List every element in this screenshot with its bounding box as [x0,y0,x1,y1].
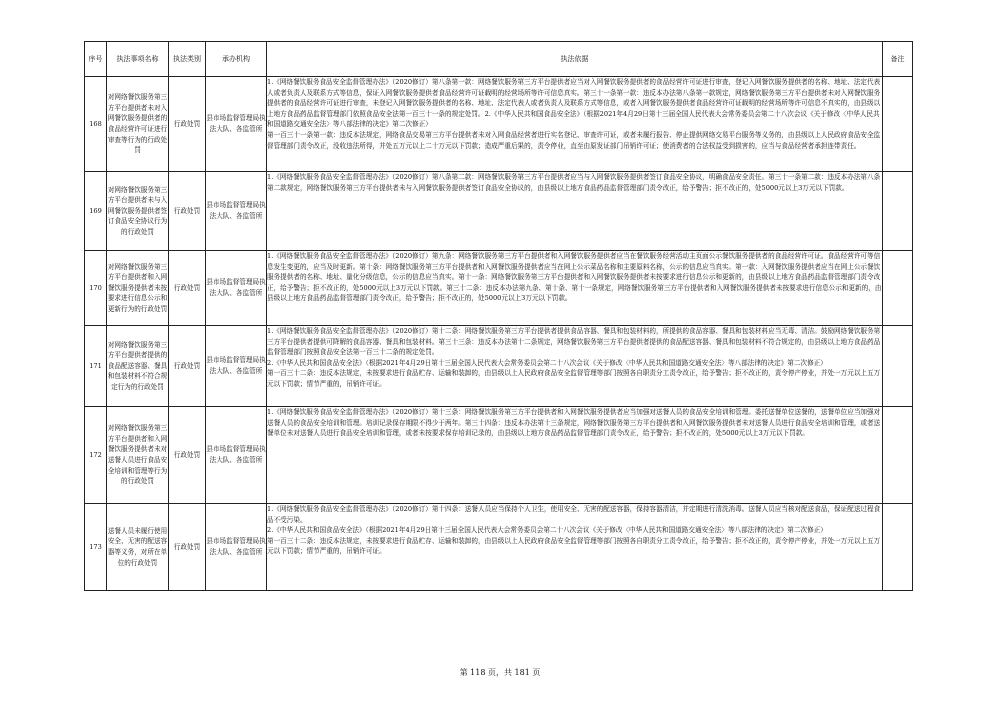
row-basis [267,504,883,591]
row-no: 173 [85,504,107,591]
table-row [85,251,913,326]
table-row [85,326,913,407]
basis-paragraph: 第一百三十二条：违反本法规定，未按要求进行食品贮存、运输和装卸的，由县级以上人民政府食品安全监督管理等部门按照各自职责分工责令改正，给予警告；拒不改正的，责令停产停业，并处一万元以上五万元以下罚款；情节严重的，吊销许可证。 [267,369,881,388]
header-category: 执法类别 [169,42,206,77]
row-agency: 县市场监督管理局执法大队、各监管所 [206,504,267,591]
header-name: 执法事项名称 [107,42,169,77]
row-no: 169 [85,172,107,251]
basis-paragraph: 1.《网络餐饮服务食品安全监督管理办法》（2020修订）第八条第二款：网络餐饮服务第三方平台提供者应当与入网餐饮服务提供者签订食品安全协议，明确食品安全责任。第三十一条第二款：违反本办法第八条第二款规定，网络餐饮服务第三方平台提供者未与入网餐饮服务提供者签订食品安全协议的，由县级以上地方食品药品监督管理部门责令改正，给予警告；拒不改正的，处5000元以上3万元以下罚款。 [267,173,881,192]
basis-paragraph: 第一百三十二条：违反本法规定，未按要求进行食品贮存、运输和装卸的，由县级以上人民政府食品安全监督管理等部门按照各自职责分工责令改正，给予警告；拒不改正的，责令停产停业，并处一万元以上五万元以下罚款；情节严重的，吊销许可证。 [267,536,881,556]
row-remarks [883,504,913,591]
basis-paragraph: 第一百三十一条第一款：违反本法规定，网络食品交易第三方平台提供者未对入网食品经营者进行实名登记、审查许可证，或者未履行报告、停止提供网络交易平台服务等义务的，由县级以上人民政府食品安全监督管理部门责令改正，没收违法所得，并处五万元以上二十万元以下罚款；造成严重后果的，责令停业，直至由原发证部门吊销许可证；使消费者的合法权益受到损害的，应当与食品经营者承担连带责任。 [267,130,881,150]
row-agency: 县市场监督管理局执法大队、各监管所 [206,326,267,407]
row-item-name: 对网络餐饮服务第三方平台提供者和入网餐饮服务提供者未按要求进行信息公示和更新行为的行政处罚 [107,251,169,326]
row-no: 172 [85,407,107,504]
row-basis [267,77,883,172]
table-header-row [85,42,913,77]
row-no: 170 [85,251,107,326]
basis-paragraph: 2.《中华人民共和国食品安全法》（根据2021年4月29日第十三届全国人民代表大会常务委员会第二十八次会议《关于修改〈中华人民共和国道路交通安全法〉等八部法律的决定》第二次修正） [267,526,827,535]
table-row [85,172,913,251]
header-agency: 承办机构 [206,42,267,77]
table-row [85,407,913,504]
row-item-name: 对网络餐饮服务第三方平台提供者未与入网餐饮服务提供者签订食品安全协议行为的行政处罚 [107,172,169,251]
basis-paragraph: 2.《中华人民共和国食品安全法》（根据2021年4月29日第十三届全国人民代表大会常务委员会第二十八次会议《关于修改〈中华人民共和国道路交通安全法〉等八部法律的决定》第二次修正） [267,358,827,367]
row-item-name: 送餐人员未履行使用安全、无害的配送容器等义务，对所在单位的行政处罚 [107,504,169,591]
row-remarks [883,172,913,251]
row-item-name: 对网络餐饮服务第三方平台提供者未对入网餐饮服务提供者的食品经营许可证进行审查等行为的行政处罚 [107,77,169,172]
row-category: 行政处罚 [169,251,206,326]
row-agency: 县市场监督管理局执法大队、各监管所 [206,172,267,251]
row-item-name: 对网络餐饮服务第三方平台提供者提供的食品配送容器、餐具和包装材料不符合规定行为的行政处罚 [107,326,169,407]
enforcement-table [84,41,913,591]
header-remarks: 备注 [883,42,913,77]
row-category: 行政处罚 [169,172,206,251]
row-category: 行政处罚 [169,407,206,504]
row-agency: 县市场监督管理局执法大队、各监管所 [206,77,267,172]
basis-paragraph: 1.《网络餐饮服务食品安全监督管理办法》（2020修订）第十四条：送餐人员应当保持个人卫生，使用安全、无害的配送容器，保持容器清洁，并定期进行清洗消毒。送餐人员应当核对配送食品，保证配送过程食品不受污染。 [267,505,881,524]
row-basis [267,251,883,326]
basis-paragraph: 1.《网络餐饮服务食品安全监督管理办法》（2020修订）第十二条：网络餐饮服务第三方平台提供者提供食品容器、餐具和包装材料的，所提供的食品容器、餐具和包装材料应当无毒、清洁。鼓励网络餐饮服务第三方平台提供者提供可降解的食品容器、餐具和包装材料。第三十三条：违反本办法第十二条规定，网络餐饮服务第三方平台提供者提供的食品配送容器、餐具和包装材料不符合规定的，由县级以上地方食品药品监督管理部门按照食品安全法第一百三十二条的规定处罚。 [267,327,881,357]
basis-paragraph: 1.《网络餐饮服务食品安全监督管理办法》（2020修订）第九条：网络餐饮服务第三方平台提供者和入网餐饮服务提供者应当在餐饮服务经营活动主页面公示餐饮服务提供者的食品经营许可证。食品经营许可等信息发生变更的，应当及时更新。第十条：网络餐饮服务第三方平台提供者和入网餐饮服务提供者应当在网上公示菜品名称和主要原料名称，公示的信息应当真实。第一款：入网餐饮服务提供者应当在网上公示餐饮服务提供者的名称、地址、量化分级信息，公示的信息应当真实。第十一条：网络餐饮服务第三方平台提供者和入网餐饮服务提供者未按要求进行信息公示和更新的，由县级以上地方食品药品监督管理部门责令改正，给予警告；拒不改正的，处5000元以上3万元以下罚款。第三十二条：违反本办法第九条、第十条、第十一条规定，网络餐饮服务第三方平台提供者和入网餐饮服务提供者未按要求进行信息公示和更新的，由县级以上地方食品药品监督管理部门责令改正，给予警告；拒不改正的，处5000元以上3万元以下罚款。 [267,252,882,303]
row-no: 168 [85,77,107,172]
row-agency: 县市场监督管理局执法大队、各监管所 [206,251,267,326]
row-category: 行政处罚 [169,326,206,407]
row-no: 171 [85,326,107,407]
row-remarks [883,326,913,407]
row-basis [267,326,883,407]
row-agency: 县市场监督管理局执法大队、各监管所 [206,407,267,504]
basis-paragraph: 1.《网络餐饮服务食品安全监督管理办法》（2020修订）第八条第一款：网络餐饮服务第三方平台提供者应当对入网餐饮服务提供者的食品经营许可证进行审查，登记入网餐饮服务提供者的名称、地址、法定代表人或者负责人及联系方式等信息，保证入网餐饮服务提供者食品经营许可证载明的经营场所等许可信息真实。第三十一条第一款：违反本办法第八条第一款规定，网络餐饮服务第三方平台提供者未对入网餐饮服务提供者的食品经营许可证进行审查，未登记入网餐饮服务提供者的名称、地址、法定代表人或者负责人及联系方式等信息，或者入网餐饮服务提供者食品经营许可证载明的经营场所等许可信息不真实的，由县级以上地方食品药品监督管理部门依照食品安全法第一百三十一条的规定处罚。2.《中华人民共和国食品安全法》（根据2021年4月29日第十三届全国人民代表大会常务委员会第二十八次会议《关于修改〈中华人民共和国道路交通安全法〉等八部法律的决定》第二次修正） [267,78,881,129]
row-remarks [883,407,913,504]
row-remarks [883,251,913,326]
table-row [85,77,913,172]
row-basis [267,172,883,251]
page-number: 第 118 页，共 181 页 [459,668,541,677]
header-basis: 执法依据 [267,42,883,77]
row-remarks [883,77,913,172]
row-basis [267,407,883,504]
row-category: 行政处罚 [169,77,206,172]
row-category: 行政处罚 [169,504,206,591]
basis-paragraph: 1.《网络餐饮服务食品安全监督管理办法》（2020修订）第十三条：网络餐饮服务第三方平台提供者和入网餐饮服务提供者应当加强对送餐人员的食品安全培训和管理。委托送餐单位送餐的，送餐单位应当加强对送餐人员的食品安全培训和管理。培训记录保存期限不得少于两年。第三十四条：违反本办法第十三条规定，网络餐饮服务第三方平台提供者和入网餐饮服务提供者未对送餐人员进行食品安全培训和管理，或者送餐单位未对送餐人员进行食品安全培训和管理，或者未按要求保存培训记录的，由县级以上地方食品药品监督管理部门责令改正，给予警告；拒不改正的，处5000元以上3万元以下罚款。 [267,408,881,438]
table-row [85,504,913,591]
row-item-name: 对网络餐饮服务第三方平台提供者和入网餐饮服务提供者未对送餐人员进行食品安全培训和管理等行为的行政处罚 [107,407,169,504]
header-no: 序号 [85,42,107,77]
